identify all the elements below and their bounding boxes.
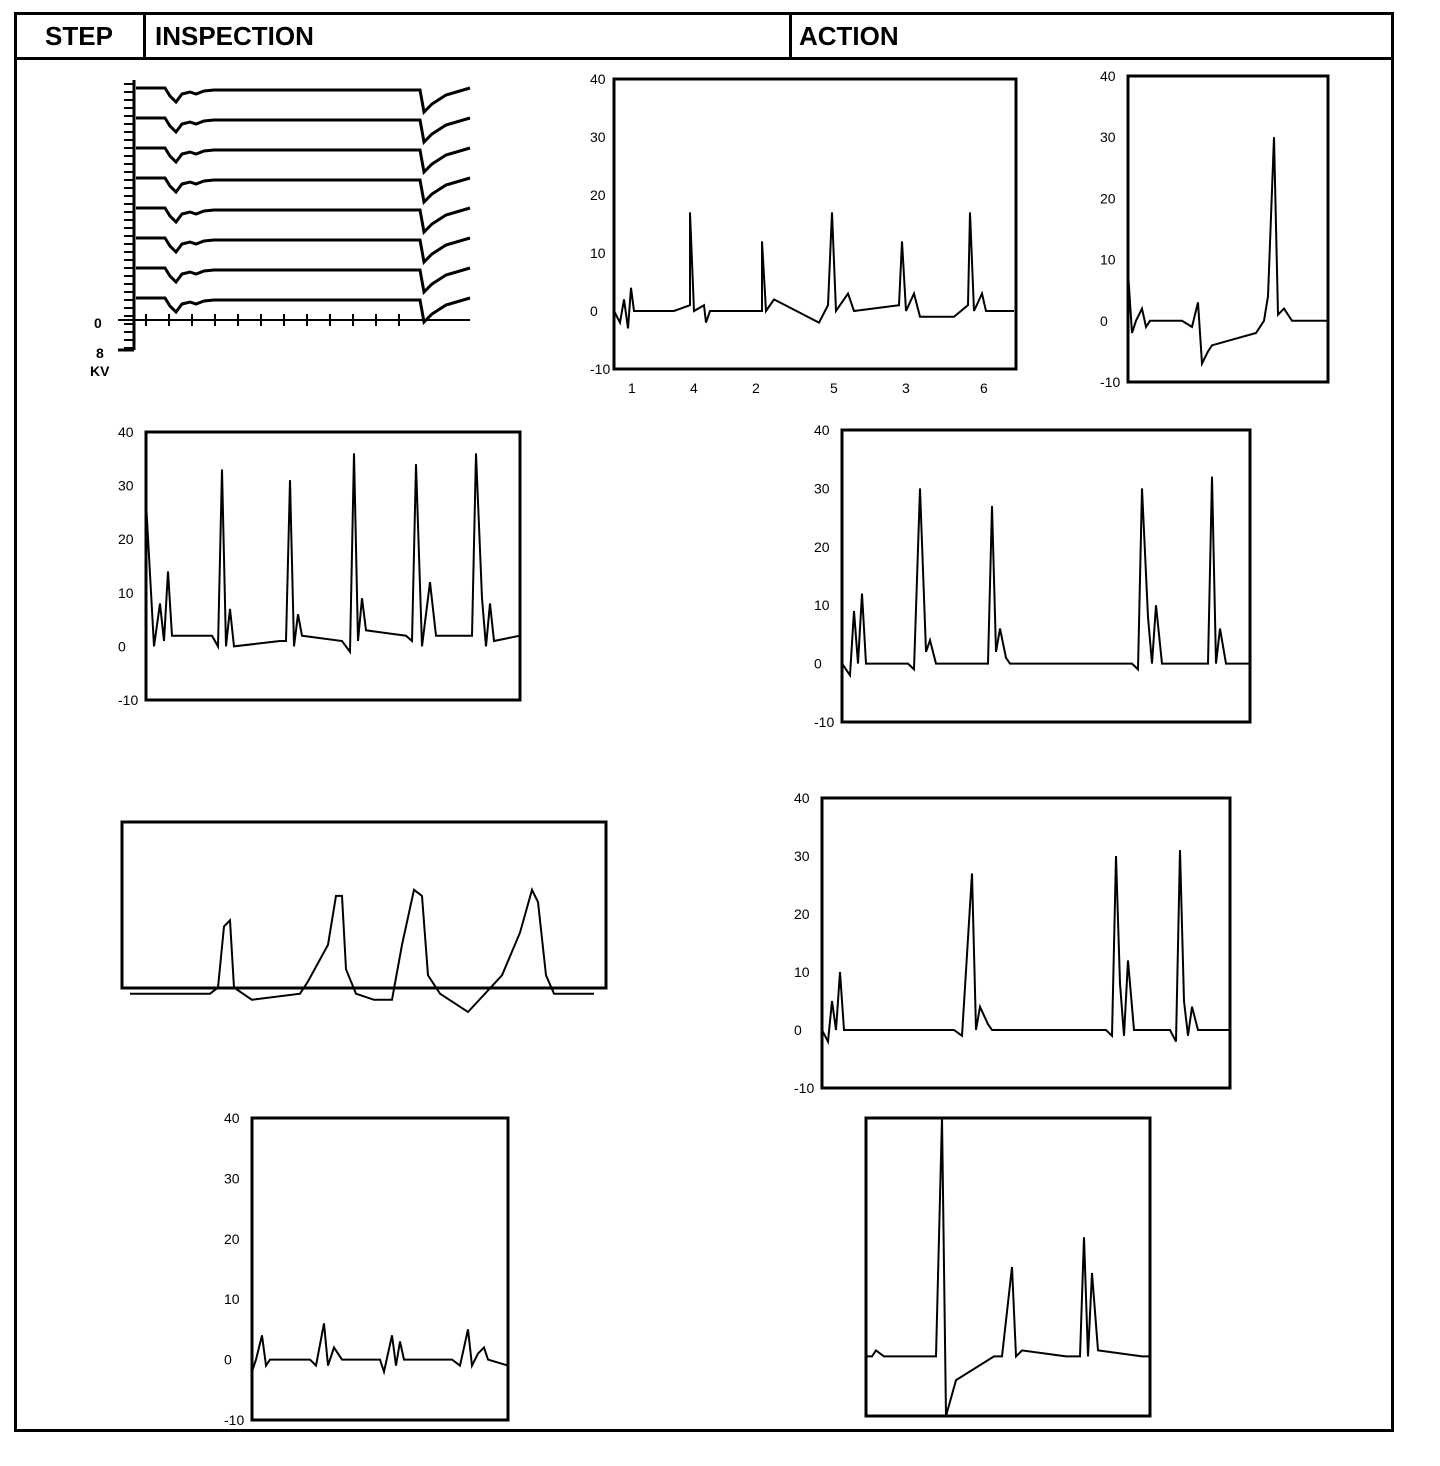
- y-tick-label: 20: [118, 531, 134, 548]
- stack-trace: [136, 178, 470, 202]
- stack-trace: [136, 88, 470, 112]
- y-tick-label: -10: [118, 692, 139, 708]
- tall-spike-chart: [866, 1118, 1150, 1416]
- y-tick-label: 40: [1100, 68, 1116, 84]
- chart-frame: [122, 822, 606, 988]
- y-tick-label: 10: [1100, 251, 1116, 268]
- y-tick-label: 20: [814, 538, 830, 555]
- y-tick-label: 30: [794, 848, 810, 864]
- chart-frame: [822, 798, 1230, 1088]
- y-tick-label: 30: [118, 477, 134, 494]
- x-tick-label: 2: [752, 380, 760, 396]
- chart-frame: [146, 432, 520, 700]
- y-tick-label: 30: [814, 480, 830, 497]
- stack-trace: [136, 118, 470, 142]
- y-tick-label: 40: [794, 790, 810, 806]
- zero-label: 0: [94, 315, 102, 331]
- y-tick-label: 40: [118, 424, 134, 440]
- y-tick-label: -10: [794, 1080, 815, 1096]
- chart-frame: [842, 430, 1250, 722]
- y-tick-label: 10: [814, 597, 830, 614]
- y-tick-label: 20: [590, 187, 606, 203]
- y-tick-label: 0: [1100, 312, 1108, 329]
- inspection-header: INSPECTION: [155, 21, 314, 51]
- y-tick-label: 0: [590, 303, 598, 319]
- y-tick-label: 0: [794, 1022, 802, 1038]
- kv-unit-label: KV: [90, 363, 110, 379]
- chart-frame: [866, 1118, 1150, 1416]
- reference-chart: [590, 71, 1016, 396]
- three-spike-chart: [794, 790, 1230, 1096]
- y-tick-label: 20: [1100, 190, 1116, 207]
- chart-frame: [252, 1118, 508, 1420]
- y-tick-label: 30: [590, 129, 606, 145]
- x-tick-label: 3: [902, 380, 910, 396]
- y-tick-label: 40: [814, 422, 830, 438]
- y-tick-label: 10: [224, 1291, 240, 1308]
- x-tick-label: 5: [830, 380, 838, 396]
- y-tick-label: 0: [814, 655, 822, 672]
- x-tick-label: 1: [628, 380, 636, 396]
- y-tick-label: 0: [224, 1351, 232, 1368]
- y-tick-label: 10: [794, 964, 810, 980]
- missing-cyl-chart: [814, 422, 1250, 730]
- stack-trace: [136, 268, 470, 292]
- chart-frame: [1128, 76, 1328, 382]
- y-tick-label: 20: [224, 1230, 240, 1247]
- y-tick-label: 30: [224, 1170, 240, 1187]
- step-header: STEP: [45, 21, 113, 51]
- y-tick-label: -10: [590, 361, 611, 377]
- y-tick-label: 40: [590, 71, 606, 87]
- single-spike-chart: [1100, 68, 1328, 390]
- stack-trace: [136, 238, 470, 262]
- low-firing-chart: [224, 1110, 508, 1428]
- y-tick-label: 40: [224, 1110, 240, 1126]
- y-tick-label: 0: [118, 638, 126, 655]
- regular-5-chart: [118, 424, 520, 708]
- kv-number-label: 8: [96, 345, 104, 361]
- y-tick-label: -10: [224, 1412, 245, 1428]
- stack-trace: [136, 148, 470, 172]
- stacked-kv-chart: [90, 80, 470, 379]
- stack-trace: [136, 298, 470, 322]
- y-tick-label: -10: [1100, 374, 1121, 390]
- action-header: ACTION: [799, 21, 899, 51]
- rounded-humps-chart: [122, 822, 606, 1012]
- x-tick-label: 6: [980, 380, 988, 396]
- stack-trace: [136, 208, 470, 232]
- chart-frame: [614, 79, 1016, 369]
- x-tick-label: 4: [690, 380, 698, 396]
- y-tick-label: 10: [590, 245, 606, 261]
- y-tick-label: 30: [1100, 129, 1116, 146]
- y-tick-label: 10: [118, 584, 134, 601]
- y-tick-label: -10: [814, 714, 835, 730]
- y-tick-label: 20: [794, 906, 810, 922]
